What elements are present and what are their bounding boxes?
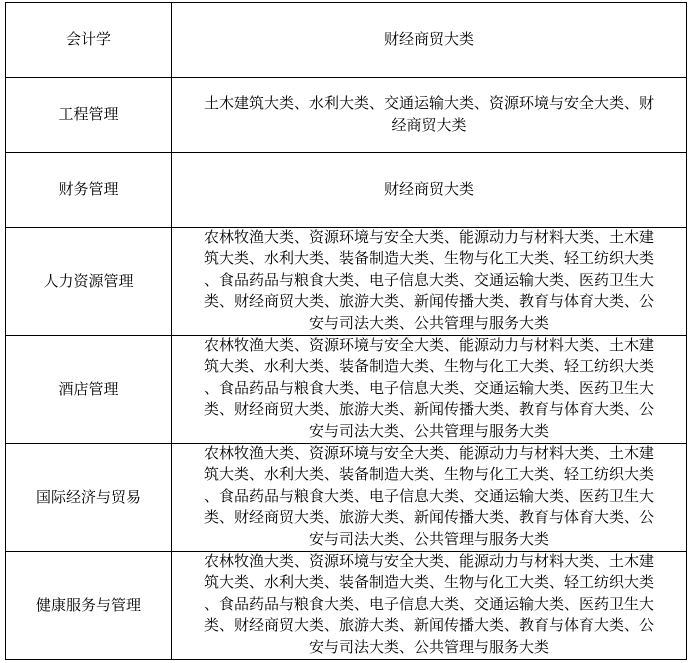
- table-row: [6, 336, 687, 444]
- category-line: 筑大类、水利大类、装备制造大类、生物与化工大类、轻工纺织大类: [203, 465, 654, 484]
- table-row: [6, 153, 687, 228]
- category-line: 农林牧渔大类、资源环境与安全大类、能源动力与材料大类、土木建: [203, 551, 654, 570]
- category-line: 安与司法大类、公共管理与服务大类: [308, 313, 549, 332]
- major-name-cell: 财务管理: [6, 153, 172, 228]
- table-row: [6, 78, 687, 153]
- category-line: 财经商贸大类: [383, 180, 474, 199]
- category-cell: [172, 228, 687, 336]
- category-line: 、食品药品与粮食大类、电子信息大类、交通运输大类、医药卫生大: [203, 270, 654, 289]
- category-cell: [172, 552, 687, 660]
- category-text: [172, 336, 686, 443]
- table-row: [6, 3, 687, 78]
- category-line: 经商贸大类: [391, 116, 467, 134]
- category-line: 土木建筑大类、水利大类、交通运输大类、资源环境与安全大类、财: [203, 94, 654, 113]
- category-line: 类、财经商贸大类、旅游大类、新闻传播大类、教育与体育大类、公: [203, 508, 654, 527]
- major-category-table: [5, 2, 687, 660]
- category-line: 农林牧渔大类、资源环境与安全大类、能源动力与材料大类、土木建: [203, 227, 654, 246]
- category-line: 、食品药品与粮食大类、电子信息大类、交通运输大类、医药卫生大: [203, 378, 654, 397]
- table-row: [6, 444, 687, 552]
- major-name-cell: 国际经济与贸易: [6, 444, 172, 552]
- category-line: 筑大类、水利大类、装备制造大类、生物与化工大类、轻工纺织大类: [203, 357, 654, 376]
- category-line: 类、财经商贸大类、旅游大类、新闻传播大类、教育与体育大类、公: [203, 616, 654, 635]
- category-line: 筑大类、水利大类、装备制造大类、生物与化工大类、轻工纺织大类: [203, 573, 654, 592]
- category-text: [172, 29, 686, 51]
- category-cell: [172, 3, 687, 78]
- category-text: [172, 93, 686, 136]
- category-cell: [172, 336, 687, 444]
- category-text: [172, 228, 686, 335]
- category-line: 财经商贸大类: [383, 30, 474, 49]
- category-text: [172, 552, 686, 659]
- category-line: 农林牧渔大类、资源环境与安全大类、能源动力与材料大类、土木建: [203, 335, 654, 354]
- category-line: 、食品药品与粮食大类、电子信息大类、交通运输大类、医药卫生大: [203, 594, 654, 613]
- category-line: 、食品药品与粮食大类、电子信息大类、交通运输大类、医药卫生大: [203, 486, 654, 505]
- major-name-cell: 工程管理: [6, 78, 172, 153]
- category-text: [172, 179, 686, 201]
- category-line: 农林牧渔大类、资源环境与安全大类、能源动力与材料大类、土木建: [203, 443, 654, 462]
- table-row: [6, 552, 687, 660]
- category-cell: [172, 153, 687, 228]
- major-name-cell: 人力资源管理: [6, 228, 172, 336]
- category-line: 类、财经商贸大类、旅游大类、新闻传播大类、教育与体育大类、公: [203, 292, 654, 311]
- category-line: 类、财经商贸大类、旅游大类、新闻传播大类、教育与体育大类、公: [203, 400, 654, 419]
- major-name-cell: 酒店管理: [6, 336, 172, 444]
- category-text: [172, 444, 686, 551]
- major-name-cell: 健康服务与管理: [6, 552, 172, 660]
- major-name-cell: 会计学: [6, 3, 172, 78]
- category-line: 安与司法大类、公共管理与服务大类: [308, 637, 549, 656]
- category-cell: [172, 78, 687, 153]
- category-cell: [172, 444, 687, 552]
- table-row: [6, 228, 687, 336]
- category-line: 安与司法大类、公共管理与服务大类: [308, 529, 549, 548]
- category-line: 安与司法大类、公共管理与服务大类: [308, 421, 549, 440]
- category-line: 筑大类、水利大类、装备制造大类、生物与化工大类、轻工纺织大类: [203, 249, 654, 268]
